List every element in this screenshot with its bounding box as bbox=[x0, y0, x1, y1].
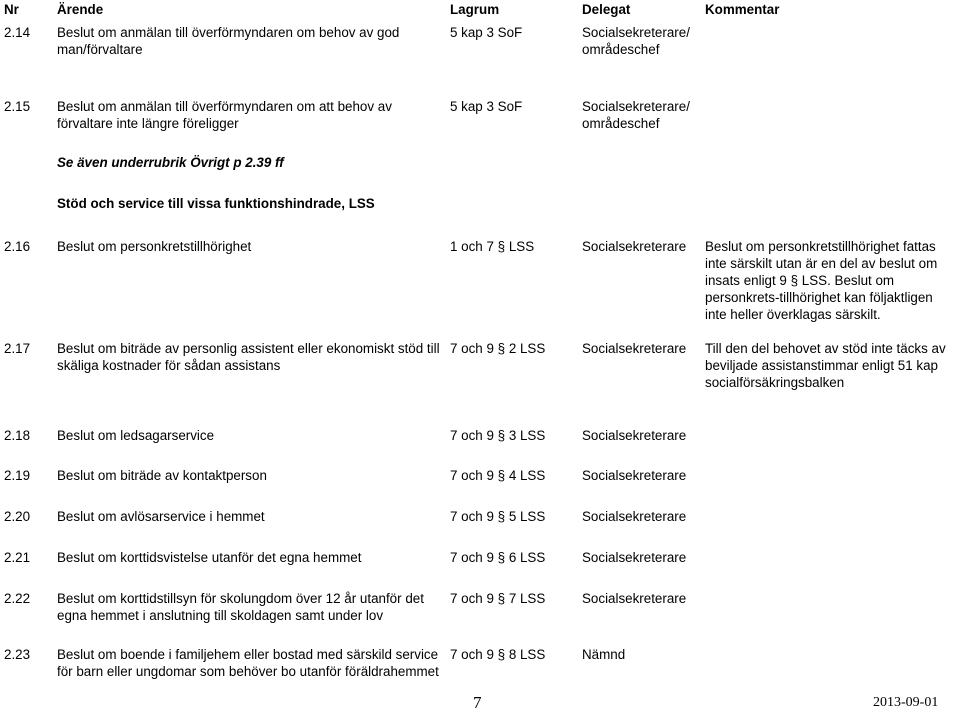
see-also-note: Se även underrubrik Övrigt p 2.39 ff bbox=[57, 155, 284, 170]
row-delegat: Socialsekreterare bbox=[582, 341, 687, 356]
row-delegat: Socialsekreterare bbox=[582, 591, 687, 606]
table-header bbox=[0, 0, 960, 18]
header-kommentar: Kommentar bbox=[705, 2, 780, 17]
row-lagrum: 7 och 9 § 7 LSS bbox=[450, 591, 546, 606]
row-arende: Beslut om biträde av kontaktperson bbox=[57, 468, 267, 483]
header-nr: Nr bbox=[4, 2, 19, 17]
row-nr: 2.17 bbox=[4, 341, 31, 356]
row-lagrum: 7 och 9 § 2 LSS bbox=[450, 341, 546, 356]
row-delegat: Nämnd bbox=[582, 647, 626, 662]
row-nr: 2.20 bbox=[4, 509, 31, 524]
row-lagrum: 7 och 9 § 5 LSS bbox=[450, 509, 546, 524]
row-nr: 2.18 bbox=[4, 428, 31, 443]
row-delegat: Socialsekreterare bbox=[582, 239, 687, 254]
row-lagrum: 1 och 7 § LSS bbox=[450, 239, 535, 254]
row-arende: Beslut om korttidsvistelse utanför det egna hemmet bbox=[57, 550, 362, 565]
row-arende: Beslut om personkretstillhörighet bbox=[57, 239, 252, 254]
row-nr: 2.23 bbox=[4, 647, 31, 662]
row-kommentar: Beslut om personkretstillhörighet fattas inte särskilt utan är en del av beslut om insats enligt 9 § LSS. Beslut om personkrets-tillhörighet kan följaktligen inte heller överklagas särskilt. bbox=[705, 239, 938, 322]
row-lagrum: 7 och 9 § 6 LSS bbox=[450, 550, 546, 565]
row-delegat: Socialsekreterare bbox=[582, 550, 687, 565]
row-delegat: Socialsekreterare/ områdeschef bbox=[582, 25, 690, 57]
header-arende: Ärende bbox=[57, 2, 104, 17]
row-nr: 2.22 bbox=[4, 591, 31, 606]
row-arende: Beslut om korttidstillsyn för skolungdom över 12 år utanför det egna hemmet i anslutning till skoldagen samt under lov bbox=[57, 591, 424, 623]
page-number: 7 bbox=[473, 693, 482, 712]
row-arende: Beslut om biträde av personlig assistent eller ekonomiskt stöd till skäliga kostnader för sådan assistans bbox=[57, 341, 440, 373]
row-kommentar: Till den del behovet av stöd inte täcks av beviljade assistanstimmar enligt 51 kap socialförsäkringsbalken bbox=[705, 341, 946, 390]
row-delegat: Socialsekreterare bbox=[582, 428, 687, 443]
header-lagrum: Lagrum bbox=[450, 2, 500, 17]
row-delegat: Socialsekreterare bbox=[582, 509, 687, 524]
row-arende: Beslut om anmälan till överförmyndaren om att behov av förvaltare inte längre föreligger bbox=[57, 99, 392, 131]
row-nr: 2.15 bbox=[4, 99, 31, 114]
row-arende: Beslut om boende i familjehem eller bostad med särskild service för barn eller ungdomar som behöver bo utanför föräldrahemmet bbox=[57, 647, 439, 679]
section-heading: Stöd och service till vissa funktionshindrade, LSS bbox=[57, 196, 375, 211]
row-arende: Beslut om anmälan till överförmyndaren om behov av god man/förvaltare bbox=[57, 25, 400, 57]
row-arende: Beslut om ledsagarservice bbox=[57, 428, 215, 443]
row-lagrum: 7 och 9 § 4 LSS bbox=[450, 468, 546, 483]
row-arende: Beslut om avlösarservice i hemmet bbox=[57, 509, 265, 524]
header-delegat: Delegat bbox=[582, 2, 631, 17]
row-lagrum: 5 kap 3 SoF bbox=[450, 99, 523, 114]
row-nr: 2.14 bbox=[4, 25, 31, 40]
row-delegat: Socialsekreterare bbox=[582, 468, 687, 483]
row-lagrum: 7 och 9 § 8 LSS bbox=[450, 647, 546, 662]
row-nr: 2.19 bbox=[4, 468, 31, 483]
row-delegat: Socialsekreterare/ områdeschef bbox=[582, 99, 690, 131]
row-nr: 2.16 bbox=[4, 239, 31, 254]
footer-date: 2013-09-01 bbox=[873, 695, 939, 710]
row-nr: 2.21 bbox=[4, 550, 31, 565]
row-lagrum: 5 kap 3 SoF bbox=[450, 25, 523, 40]
row-lagrum: 7 och 9 § 3 LSS bbox=[450, 428, 546, 443]
